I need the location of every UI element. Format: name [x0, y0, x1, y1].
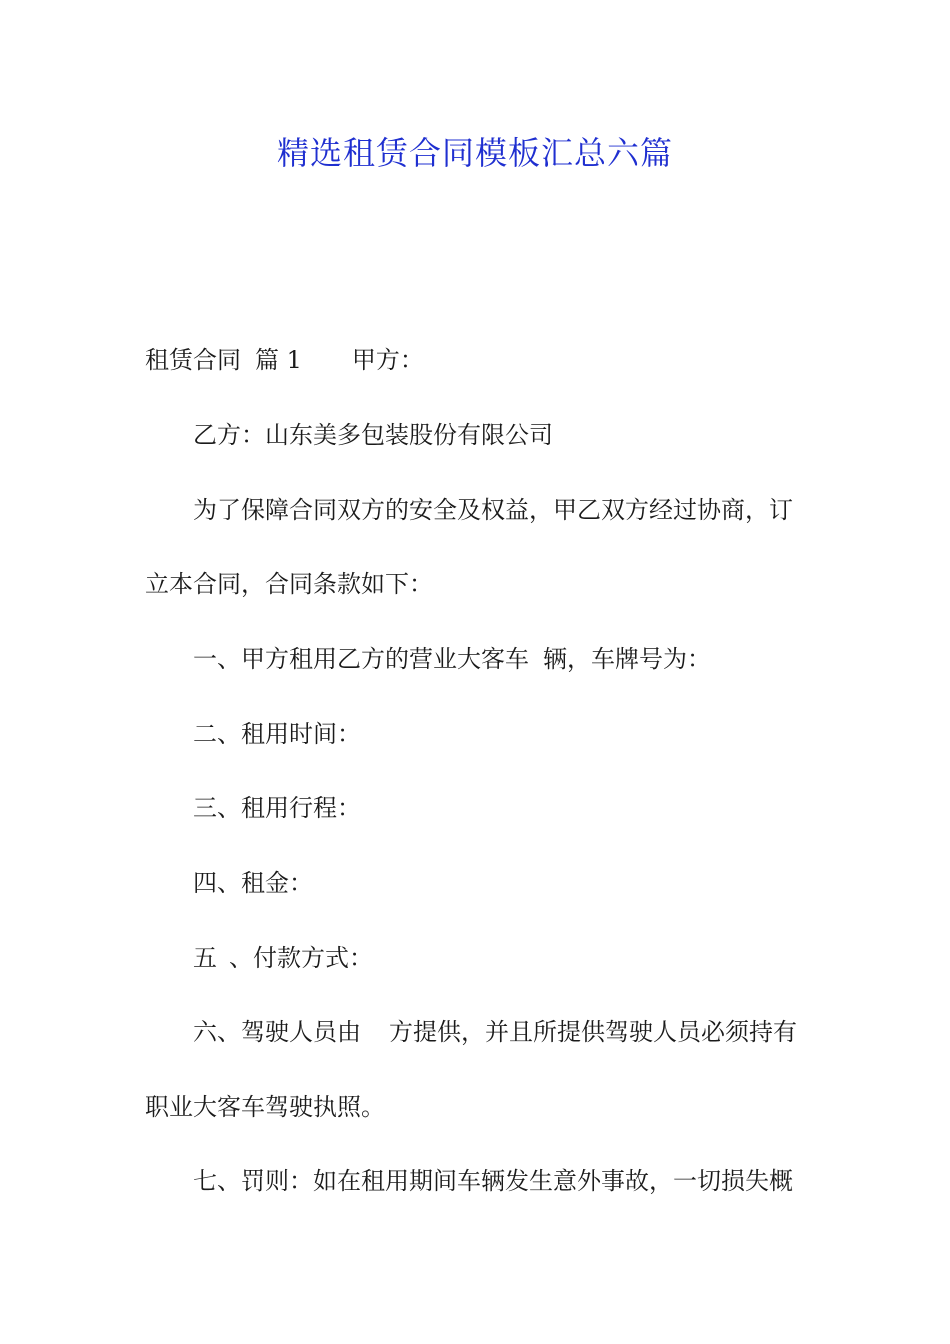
intro-line-1: 为了保障合同双方的安全及权益，甲乙双方经过协商，订: [193, 496, 793, 524]
clause-5-part-1: 五: [193, 944, 217, 972]
clause-6: [193, 1014, 863, 1050]
heading-label: 租赁合同: [145, 346, 241, 374]
clause-6-part-1: 六、驾驶人员由: [193, 1018, 361, 1046]
clause-1-part-1: 一、甲方租用乙方的营业大客车: [193, 645, 529, 673]
clause-1-part-2: 辆，车牌号为：: [543, 645, 711, 673]
clause-6-line-2: 职业大客车驾驶执照。: [145, 1093, 385, 1121]
party-b-line: 乙方：山东美多包装股份有限公司: [193, 421, 553, 449]
clause-1: [193, 641, 863, 677]
clause-5-part-2: 、付款方式：: [229, 944, 373, 972]
clause-7: 七、罚则：如在租用期间车辆发生意外事故，一切损失概: [193, 1167, 793, 1195]
clause-6-part-2: 方提供，并且所提供驾驶人员必须持有: [389, 1018, 797, 1046]
clause-3: 三、租用行程：: [193, 794, 361, 822]
heading-line: [145, 342, 815, 378]
document-title: 精选租赁合同模板汇总六篇: [276, 134, 673, 172]
heading-number: 篇 1: [255, 346, 302, 374]
intro-line-2: 立本合同，合同条款如下：: [145, 570, 433, 598]
party-a-label: 甲方：: [351, 346, 424, 374]
clause-2: 二、租用时间：: [193, 720, 361, 748]
clause-5: [193, 940, 863, 976]
clause-4: 四、租金：: [193, 869, 313, 897]
